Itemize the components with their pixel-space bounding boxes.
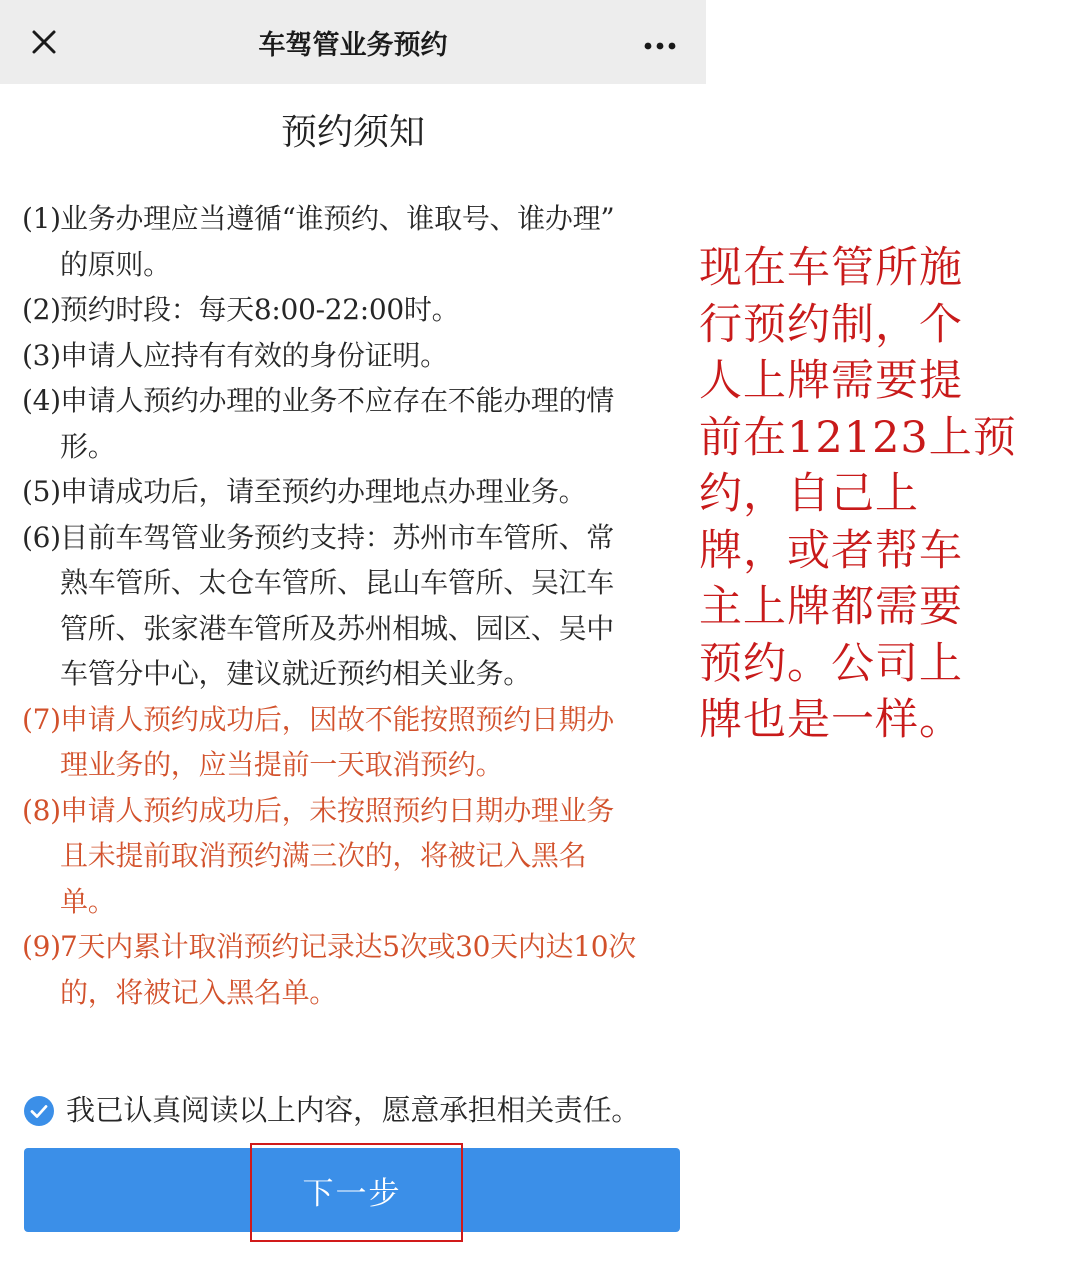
notice-line: 形。 xyxy=(60,429,116,463)
annotation-line: 牌，或者帮车 xyxy=(699,525,963,576)
notice-number: (1) xyxy=(22,202,61,235)
annotation-line: 约，自己上 xyxy=(699,469,919,519)
notice-line: 的，将被记入黑名单。 xyxy=(60,975,338,1009)
notice-number: (2) xyxy=(22,293,61,326)
agreement-text: 我已认真阅读以上内容，愿意承担相关责任。 xyxy=(66,1093,641,1127)
notice-line: 且未提前取消预约满三次的，将被记入黑名 xyxy=(60,839,587,872)
notice-line: 申请人预约成功后，因故不能按照预约日期办 xyxy=(60,702,615,736)
notice-line: 7天内累计取消预约记录达5次或30天内达10次 xyxy=(60,930,636,963)
notice-number: (9) xyxy=(22,930,61,963)
notice-line: 预约时段：每天8:00-22:00时。 xyxy=(60,293,460,326)
notice-line: 申请人应持有有效的身份证明。 xyxy=(60,338,448,372)
annotation-line: 人上牌需要提 xyxy=(699,356,963,406)
notice-line: 熟车管所、太仓车管所、昆山车管所、吴江车 xyxy=(60,566,615,599)
notice-list xyxy=(22,196,672,1015)
close-icon[interactable] xyxy=(24,22,64,62)
notice-number: (3) xyxy=(22,338,61,372)
notice-line: 目前车驾管业务预约支持：苏州市车管所、常 xyxy=(60,520,615,554)
notice-number: (7) xyxy=(22,702,61,736)
notice-item-9 xyxy=(22,924,672,1015)
annotation-line: 现在车管所施 xyxy=(699,243,963,293)
page-title: 预约须知 xyxy=(280,112,425,153)
notice-item-1 xyxy=(22,196,672,287)
notice-line: 的原则。 xyxy=(60,247,171,281)
notice-item-4 xyxy=(22,378,672,469)
notice-item-7 xyxy=(22,697,672,788)
notice-item-8 xyxy=(22,788,672,925)
checkmark-circle-icon[interactable] xyxy=(24,1096,54,1126)
annotation-line: 前在12123上预 xyxy=(699,412,1017,463)
notice-line: 理业务的，应当提前一天取消预约。 xyxy=(60,748,504,781)
notice-number: (6) xyxy=(22,520,61,554)
notice-line: 管所、张家港车管所及苏州相城、园区、吴中 xyxy=(60,611,615,645)
notice-item-3 xyxy=(22,333,672,379)
top-bar xyxy=(0,0,706,84)
notice-line: 业务办理应当遵循“谁预约、谁取号、谁办理” xyxy=(60,202,615,235)
annotation-line: 牌也是一样。 xyxy=(699,695,963,745)
notice-line: 申请成功后，请至预约办理地点办理业务。 xyxy=(60,475,587,508)
annotation-line: 行预约制，个 xyxy=(699,299,963,350)
notice-line: 单。 xyxy=(60,884,116,918)
more-icon[interactable] xyxy=(636,26,684,66)
annotation-text xyxy=(699,240,1017,749)
notice-item-2 xyxy=(22,287,672,333)
agreement-row[interactable] xyxy=(22,1088,702,1132)
notice-item-6 xyxy=(22,515,672,697)
notice-number: (5) xyxy=(22,475,61,508)
topbar-title: 车驾管业务预约 xyxy=(258,30,448,61)
annotation-line: 主上牌都需要 xyxy=(699,582,963,632)
notice-item-5 xyxy=(22,469,672,515)
notice-number: (8) xyxy=(22,793,61,827)
notice-line: 车管分中心，建议就近预约相关业务。 xyxy=(60,657,531,690)
notice-line: 申请人预约办理的业务不应存在不能办理的情 xyxy=(60,384,615,417)
notice-number: (4) xyxy=(22,384,61,417)
annotation-line: 预约。公司上 xyxy=(699,638,963,689)
next-step-button[interactable]: 下一步 xyxy=(24,1148,680,1232)
notice-line: 申请人预约成功后，未按照预约日期办理业务 xyxy=(60,793,615,827)
